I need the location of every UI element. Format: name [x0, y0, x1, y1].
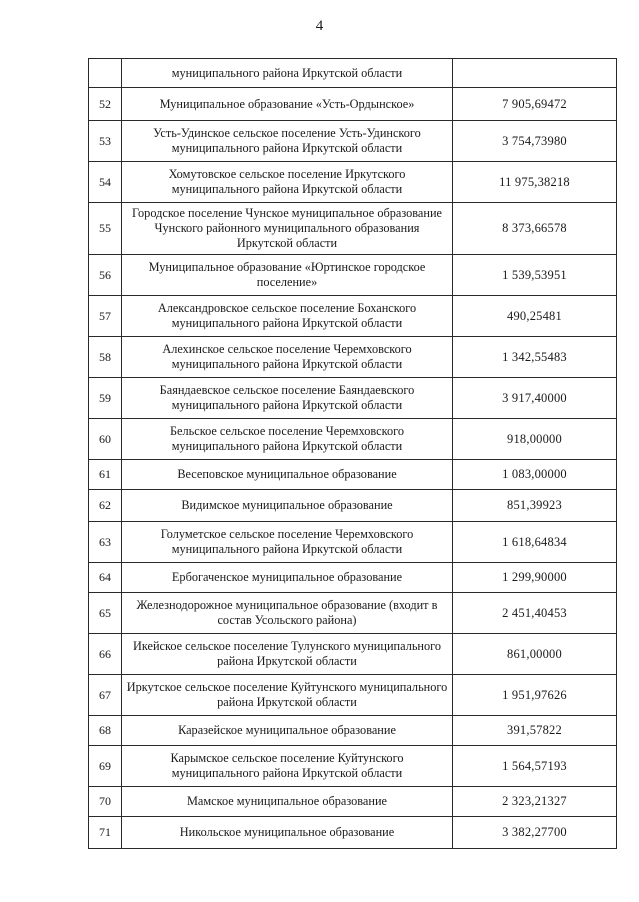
municipality-name: Ербогаченское муниципальное образование — [122, 563, 453, 593]
row-number: 69 — [89, 746, 122, 787]
amount-value: 851,39923 — [453, 490, 617, 522]
row-number: 61 — [89, 460, 122, 490]
table-row — [89, 490, 617, 522]
row-number: 63 — [89, 522, 122, 563]
table-row — [89, 337, 617, 378]
table-row — [89, 563, 617, 593]
row-number: 66 — [89, 634, 122, 675]
table-row — [89, 593, 617, 634]
municipality-name: муниципального района Иркутской области — [122, 59, 453, 88]
amount-value: 1 299,90000 — [453, 563, 617, 593]
municipality-name: Иркутское сельское поселение Куйтунского муниципального района Иркутской области — [122, 675, 453, 716]
municipality-name: Алехинское сельское поселение Черемховского муниципального района Иркутской области — [122, 337, 453, 378]
municipality-name: Городское поселение Чунское муниципальное образование Чунского районного муниципального образования Иркутской области — [122, 203, 453, 255]
amount-value: 1 564,57193 — [453, 746, 617, 787]
row-number: 55 — [89, 203, 122, 255]
row-number: 58 — [89, 337, 122, 378]
table-row — [89, 634, 617, 675]
amount-value: 7 905,69472 — [453, 88, 617, 121]
municipality-name: Железнодорожное муниципальное образование (входит в состав Усольского района) — [122, 593, 453, 634]
amount-value: 3 382,27700 — [453, 817, 617, 849]
row-number: 64 — [89, 563, 122, 593]
table-row — [89, 522, 617, 563]
municipality-name: Баяндаевское сельское поселение Баяндаевского муниципального района Иркутской области — [122, 378, 453, 419]
table-row — [89, 460, 617, 490]
amount-value: 918,00000 — [453, 419, 617, 460]
municipality-name: Голуметское сельское поселение Черемховского муниципального района Иркутской области — [122, 522, 453, 563]
row-number — [89, 59, 122, 88]
table-row — [89, 121, 617, 162]
row-number: 59 — [89, 378, 122, 419]
municipality-name: Мамское муниципальное образование — [122, 787, 453, 817]
allocation-table — [88, 58, 617, 849]
municipality-name: Александровское сельское поселение Боханского муниципального района Иркутской области — [122, 296, 453, 337]
amount-value: 391,57822 — [453, 716, 617, 746]
amount-value: 3 754,73980 — [453, 121, 617, 162]
table-row — [89, 203, 617, 255]
amount-value: 1 618,64834 — [453, 522, 617, 563]
municipality-name: Бельское сельское поселение Черемховского муниципального района Иркутской области — [122, 419, 453, 460]
amount-value: 2 323,21327 — [453, 787, 617, 817]
municipality-name: Каразейское муниципальное образование — [122, 716, 453, 746]
municipality-name: Видимское муниципальное образование — [122, 490, 453, 522]
row-number: 60 — [89, 419, 122, 460]
row-number: 70 — [89, 787, 122, 817]
amount-value: 1 539,53951 — [453, 255, 617, 296]
table-row — [89, 716, 617, 746]
municipality-name: Никольское муниципальное образование — [122, 817, 453, 849]
table-row — [89, 88, 617, 121]
table-row — [89, 59, 617, 88]
row-number: 56 — [89, 255, 122, 296]
amount-value: 2 451,40453 — [453, 593, 617, 634]
row-number: 54 — [89, 162, 122, 203]
table-row — [89, 817, 617, 849]
row-number: 53 — [89, 121, 122, 162]
page-number: 4 — [315, 18, 324, 34]
amount-value: 3 917,40000 — [453, 378, 617, 419]
amount-value: 1 083,00000 — [453, 460, 617, 490]
table-row — [89, 419, 617, 460]
municipality-name: Муниципальное образование «Усть-Ордынское» — [122, 88, 453, 121]
municipality-name: Карымское сельское поселение Куйтунского муниципального района Иркутской области — [122, 746, 453, 787]
municipality-name: Муниципальное образование «Юртинское городское поселение» — [122, 255, 453, 296]
row-number: 57 — [89, 296, 122, 337]
row-number: 52 — [89, 88, 122, 121]
amount-value: 490,25481 — [453, 296, 617, 337]
row-number: 67 — [89, 675, 122, 716]
amount-value: 1 951,97626 — [453, 675, 617, 716]
row-number: 71 — [89, 817, 122, 849]
table-row — [89, 296, 617, 337]
amount-value — [453, 59, 617, 88]
table-row — [89, 675, 617, 716]
amount-value: 8 373,66578 — [453, 203, 617, 255]
municipality-name: Усть-Удинское сельское поселение Усть-Удинского муниципального района Иркутской области — [122, 121, 453, 162]
table-row — [89, 162, 617, 203]
municipality-name: Икейское сельское поселение Тулунского муниципального района Иркутской области — [122, 634, 453, 675]
amount-value: 11 975,38218 — [453, 162, 617, 203]
row-number: 65 — [89, 593, 122, 634]
municipality-name: Хомутовское сельское поселение Иркутского муниципального района Иркутской области — [122, 162, 453, 203]
municipality-name: Весеповское муниципальное образование — [122, 460, 453, 490]
table-row — [89, 787, 617, 817]
row-number: 68 — [89, 716, 122, 746]
amount-value: 1 342,55483 — [453, 337, 617, 378]
row-number: 62 — [89, 490, 122, 522]
amount-value: 861,00000 — [453, 634, 617, 675]
table-row — [89, 378, 617, 419]
table-row — [89, 255, 617, 296]
table-row — [89, 746, 617, 787]
